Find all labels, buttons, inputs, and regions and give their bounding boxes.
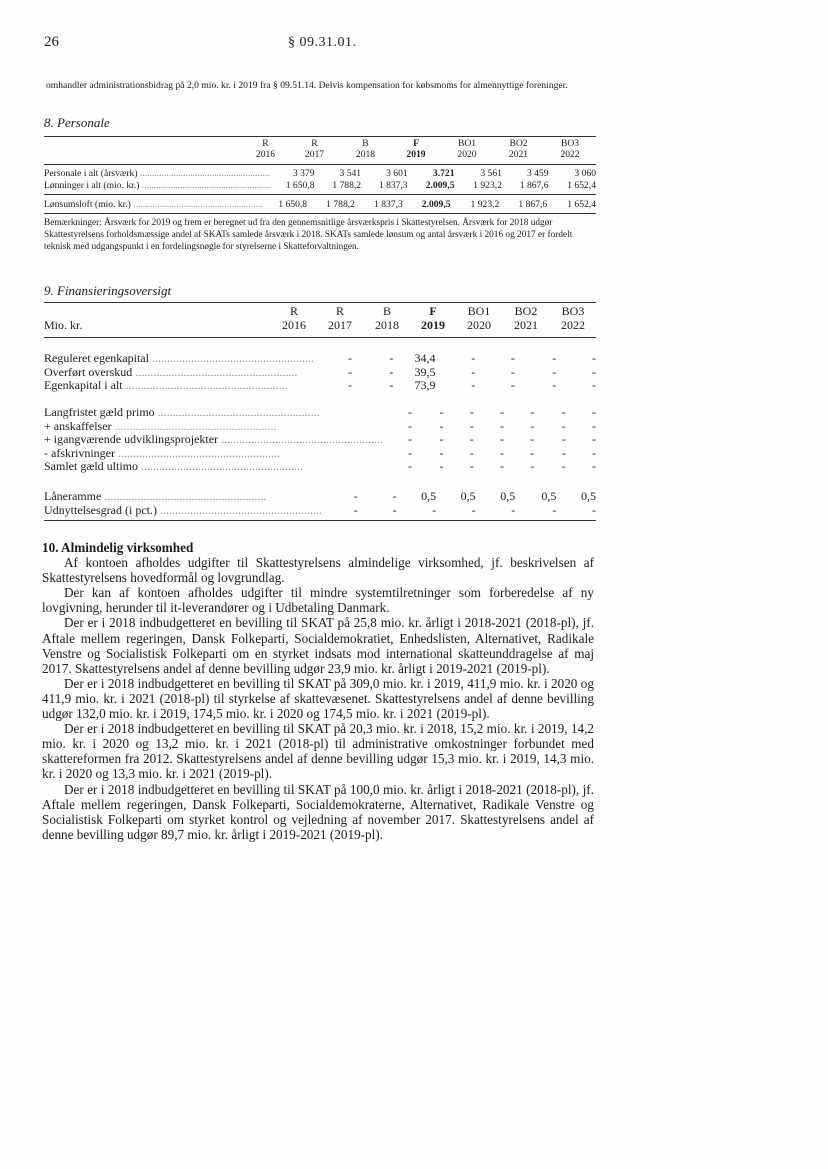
cell-value: 1 788,2 xyxy=(332,180,362,191)
cell-value: 0,5 xyxy=(460,489,476,503)
cell-value: - xyxy=(439,445,444,460)
page-number: 26 xyxy=(44,34,59,50)
leader-dots: ...................................................... xyxy=(139,180,272,191)
leader-dots: ...................................................... xyxy=(122,379,288,392)
cell-value: 73,9 xyxy=(414,378,436,392)
cell-value: - xyxy=(530,445,535,460)
cell-value: - xyxy=(592,351,596,365)
col-year: 2022 xyxy=(560,149,580,160)
table-row xyxy=(44,352,596,366)
col-type: BO3 xyxy=(561,304,585,318)
table-rule xyxy=(44,164,596,165)
table-rule xyxy=(44,213,596,214)
col-year: 2019 xyxy=(421,317,445,332)
cell-value: 3.721 xyxy=(432,168,455,179)
cell-value: - xyxy=(389,378,394,392)
cell-value: - xyxy=(408,432,413,446)
cell-value: - xyxy=(592,405,596,419)
cell-value: - xyxy=(347,351,352,365)
cell-value: - xyxy=(592,364,596,379)
col-year: 2017 xyxy=(304,149,325,160)
intro-paragraph: omhandler administrationsbidrag på 2,0 mio. kr. i 2019 fra § 09.51.14. Delvis kompensation for købsmoms for almennyttige foreninger. xyxy=(46,80,568,91)
cell-value: 34,4 xyxy=(414,351,436,365)
cell-value: - xyxy=(439,432,444,446)
cell-value: - xyxy=(471,502,476,517)
col-type: R xyxy=(311,138,318,149)
table-row xyxy=(44,490,596,504)
finans-header-years xyxy=(44,319,596,333)
cell-value: - xyxy=(353,502,358,517)
col-year: 2020 xyxy=(457,149,477,160)
finans-heading: 9. Finansieringsoversigt xyxy=(44,283,172,298)
cell-value: 0,5 xyxy=(500,489,516,503)
table-row xyxy=(44,460,596,474)
leader-dots: ...................................................... xyxy=(111,419,277,433)
cell-value: 2.009,5 xyxy=(421,199,451,210)
col-year: 2022 xyxy=(561,317,585,332)
cell-value: 3 561 xyxy=(480,168,502,179)
paragraph: Der er i 2018 indbudgetteret en bevilling til SKAT på 20,3 mio. kr. i 2018, 15,2 mio. kr. i 2019, 14,2 mio. kr. i 2020 og 13,2 mio. kr. i 2021 (2018-pl) til administrative omkostninger forbundet med skattereformen fra 2012. Skattestyrelsens andel af denne bevilling udgør 15,3 mio. kr. i 2019, 14,3 mio. kr. i 2020 og 13,3 mio. kr. i 2021 (2019-pl). xyxy=(42,721,594,782)
cell-value: 1 867,6 xyxy=(518,199,548,210)
row-label-text: Overført overskud xyxy=(44,365,133,379)
table-row xyxy=(44,406,596,420)
cell-value: 1 650,8 xyxy=(285,180,315,191)
cell-value: - xyxy=(592,502,596,517)
cell-value: - xyxy=(500,405,505,419)
row-label-text: Lønninger i alt (mio. kr.) xyxy=(44,180,140,191)
cell-value: - xyxy=(408,418,413,433)
leader-dots: ...................................................... xyxy=(132,365,298,379)
cell-value: - xyxy=(439,418,444,433)
col-type: R xyxy=(262,138,269,149)
row-label xyxy=(44,199,263,211)
cell-value: 3 541 xyxy=(339,168,362,179)
cell-value: - xyxy=(500,459,505,473)
unit-label: Mio. kr. xyxy=(44,317,83,332)
cell-value: - xyxy=(552,351,557,365)
col-type: BO3 xyxy=(560,138,580,149)
col-type: B xyxy=(362,138,369,149)
cell-value: - xyxy=(530,418,535,433)
finans-header-types xyxy=(44,305,596,319)
cell-value: 1 923,2 xyxy=(470,199,500,210)
col-year: 2020 xyxy=(467,317,491,332)
cell-value: - xyxy=(432,502,437,517)
finans-table xyxy=(44,305,596,332)
cell-value: - xyxy=(592,445,596,460)
table-rule xyxy=(44,194,596,195)
leader-dots: ...................................................... xyxy=(138,460,304,473)
col-year: 2021 xyxy=(508,149,529,160)
cell-value: 0,5 xyxy=(541,489,557,503)
section-10 xyxy=(42,540,594,842)
leader-dots: ...................................................... xyxy=(130,199,263,210)
cell-value: - xyxy=(561,418,566,433)
row-label-text: + igangværende udviklingsprojekter xyxy=(44,433,219,446)
cell-value: 1 837,3 xyxy=(378,180,408,191)
cell-value: 0,5 xyxy=(581,489,596,503)
leader-dots: ...................................................... xyxy=(114,446,280,460)
row-label-text: Låneramme xyxy=(44,490,102,503)
leader-dots: ...................................................... xyxy=(218,433,384,446)
table-row xyxy=(44,379,596,393)
cell-value: 1 652,4 xyxy=(567,199,596,210)
cell-value: 0,5 xyxy=(421,489,437,503)
personale-table xyxy=(44,138,596,160)
cell-value: - xyxy=(408,405,413,419)
cell-value: - xyxy=(530,432,535,446)
table-row xyxy=(44,199,596,211)
personale-sum-row xyxy=(44,199,596,211)
cell-value: 1 837,3 xyxy=(374,199,403,210)
col-type: BO2 xyxy=(514,304,538,318)
cell-value: - xyxy=(439,405,444,419)
table-row xyxy=(44,504,596,518)
finans-group-1 xyxy=(44,352,596,393)
cell-value: - xyxy=(439,459,444,473)
cell-value: - xyxy=(500,432,505,446)
personale-heading: 8. Personale xyxy=(44,115,110,130)
cell-value: - xyxy=(552,364,557,379)
row-label xyxy=(44,406,383,420)
col-type: BO1 xyxy=(457,138,477,149)
col-type: R xyxy=(335,304,344,318)
paragraph: Der er i 2018 indbudgetteret en bevilling til SKAT på 25,8 mio. kr. årligt i 2018-2021 (2018-pl), jf. Aftale mellem regeringen, Dansk Folkeparti, Socialdemokratiet, Enhedslisten, Alternativet, Radikale Venstre og Socialistisk Folkeparti om en styrket indsats mod international skatteunddragelse af maj 2017. Skattestyrelsens andel af denne bevilling udgør 23,9 mio. kr. årligt i 2019-2021 (2019-pl). xyxy=(42,615,594,676)
cell-value: - xyxy=(592,418,596,433)
row-label xyxy=(44,379,314,393)
col-year: 2021 xyxy=(514,317,538,332)
personale-header-years xyxy=(44,149,596,160)
cell-value: 39,5 xyxy=(414,364,436,379)
cell-value: - xyxy=(347,378,352,392)
cell-value: - xyxy=(552,378,557,392)
col-year: 2017 xyxy=(328,317,352,332)
finans-group-3 xyxy=(44,490,596,517)
leader-dots: ...................................................... xyxy=(156,503,322,517)
col-type: F xyxy=(413,138,419,149)
cell-value: - xyxy=(592,378,596,392)
cell-value: 1 867,6 xyxy=(519,180,549,191)
section-10-heading: 10. Almindelig virksomhed xyxy=(42,540,194,555)
col-year: 2018 xyxy=(375,317,399,332)
cell-value: - xyxy=(511,502,516,517)
leader-dots: ...................................................... xyxy=(137,168,270,179)
cell-value: - xyxy=(530,459,535,473)
col-type: F xyxy=(429,304,437,318)
cell-value: 1 923,2 xyxy=(473,180,502,191)
cell-value: - xyxy=(510,364,515,379)
personale-header-types xyxy=(44,138,596,149)
finans-group-2 xyxy=(44,406,596,474)
paragraph: Af kontoen afholdes udgifter til Skattestyrelsens almindelige virksomhed, jf. beskrivelsen af Skattestyrelsens hovedformål og lovgrundlag. xyxy=(42,555,594,586)
cell-value: - xyxy=(389,351,394,365)
cell-value: 3 601 xyxy=(386,168,408,179)
table-row xyxy=(44,180,596,192)
cell-value: - xyxy=(592,432,596,446)
table-rule xyxy=(44,337,596,338)
row-label xyxy=(44,352,314,366)
row-label xyxy=(44,504,322,518)
cell-value: - xyxy=(347,364,352,379)
table-row xyxy=(44,433,596,447)
row-label-text: Udnyttelsesgrad (i pct.) xyxy=(44,503,157,517)
row-label xyxy=(44,433,383,447)
leader-dots: ...................................................... xyxy=(154,406,320,419)
col-type: BO2 xyxy=(509,138,528,149)
leader-dots: ...................................................... xyxy=(148,352,314,365)
row-label-text: + anskaffelser xyxy=(44,419,112,433)
col-year: 2018 xyxy=(355,149,376,160)
cell-value: - xyxy=(469,418,474,433)
cell-value: - xyxy=(561,405,566,419)
paragraph: Der er i 2018 indbudgetteret en bevilling til SKAT på 100,0 mio. kr. årligt i 2018-2021 (2018-pl), jf. Aftale mellem regeringen, Dansk Folkeparti, Socialdemokraterne, Alternativet, Radikale Venstre og Socialistisk Folkeparti om styrket kontrol og vejledning af november 2017. Skattestyrelsens andel af denne bevilling udgør 89,7 mio. kr. årligt i 2019-2021 (2019-pl). xyxy=(42,781,594,842)
row-label-text: Samlet gæld ultimo xyxy=(44,460,139,473)
row-label xyxy=(44,490,322,504)
row-label-text: Personale i alt (årsværk) xyxy=(44,168,138,179)
cell-value: 2.009,5 xyxy=(425,180,455,191)
cell-value: 1 788,2 xyxy=(326,199,355,210)
row-label xyxy=(44,180,271,192)
row-label-text: Reguleret egenkapital xyxy=(44,352,149,365)
paragraph: Der kan af kontoen afholdes udgifter til mindre systemtilretninger som forberedelse af ny lovgivning, herunder til it-leverandører og i Udbetaling Danmark. xyxy=(42,585,594,616)
col-type: B xyxy=(382,304,391,318)
leader-dots: ...................................................... xyxy=(101,490,267,503)
table-rule xyxy=(44,136,596,137)
cell-value: 1 650,8 xyxy=(278,199,308,210)
cell-value: - xyxy=(471,378,476,392)
cell-value: - xyxy=(500,418,505,433)
row-label-text: Langfristet gæld primo xyxy=(44,406,155,419)
cell-value: - xyxy=(530,405,535,419)
table-rule xyxy=(44,520,596,521)
cell-value: - xyxy=(552,502,557,517)
cell-value: - xyxy=(561,432,566,446)
personale-rows xyxy=(44,168,596,192)
cell-value: - xyxy=(353,489,358,503)
cell-value: - xyxy=(471,351,476,365)
cell-value: - xyxy=(408,459,413,473)
cell-value: - xyxy=(561,445,566,460)
cell-value: - xyxy=(561,459,566,473)
table-row xyxy=(44,447,596,461)
cell-value: - xyxy=(500,445,505,460)
cell-value: - xyxy=(592,459,596,473)
cell-value: 3 060 xyxy=(574,168,596,179)
cell-value: - xyxy=(408,445,413,460)
col-year: 2016 xyxy=(255,149,276,160)
row-label xyxy=(44,168,271,180)
cell-value: - xyxy=(510,351,515,365)
col-type: BO1 xyxy=(467,304,491,318)
section-reference: § 09.31.01. xyxy=(288,35,357,50)
cell-value: 3 379 xyxy=(292,168,315,179)
cell-value: - xyxy=(469,459,474,473)
col-year: 2019 xyxy=(406,149,426,160)
row-label xyxy=(44,420,383,434)
table-rule xyxy=(44,302,596,303)
cell-value: - xyxy=(392,502,397,517)
cell-value: 3 459 xyxy=(526,168,549,179)
row-label-text: Lønsumsloft (mio. kr.) xyxy=(44,199,131,210)
row-label-text: Egenkapital i alt xyxy=(44,379,123,392)
cell-value: - xyxy=(392,489,397,503)
table-row xyxy=(44,168,596,180)
paragraph: Der er i 2018 indbudgetteret en bevilling til SKAT på 309,0 mio. kr. i 2019, 411,9 mio. kr. i 2020 og 411,9 mio. kr. i 2021 (2018-pl) til styrkelse af skattevæsenet. Skattestyrelsens andel af denne bevilling udgør 132,0 mio. kr. i 2019, 174,5 mio. kr. i 2020 og 174,5 mio. kr. i 2021 (2019-pl). xyxy=(42,675,594,722)
row-label-text: - afskrivninger xyxy=(44,446,115,460)
table-row xyxy=(44,420,596,434)
cell-value: - xyxy=(469,405,474,419)
personale-note: Bemærkninger: Årsværk for 2019 og frem er beregnet ud fra den gennemsnitlige årsværkspris i Skattestyrelsen. Årsværk for 2018 udgør Skattestyrelsens forholdsmæssige andel af SKATs samlede årsværk i 2018. SKATs samlede lønsum og antal årsværk i 2016 og 2017 er fordelt teknisk med udgangspunkt i en fordelingsnøgle for styrelserne i Skatteforvaltningen. xyxy=(44,218,573,253)
row-label xyxy=(44,366,314,380)
row-label xyxy=(44,447,383,461)
cell-value: - xyxy=(389,364,394,379)
cell-value: - xyxy=(469,432,474,446)
cell-value: - xyxy=(471,364,476,379)
row-label xyxy=(44,460,383,474)
col-type: R xyxy=(289,304,298,318)
col-year: 2016 xyxy=(282,317,306,332)
cell-value: - xyxy=(510,378,515,392)
cell-value: 1 652,4 xyxy=(567,180,596,191)
cell-value: - xyxy=(469,445,474,460)
table-row xyxy=(44,366,596,380)
